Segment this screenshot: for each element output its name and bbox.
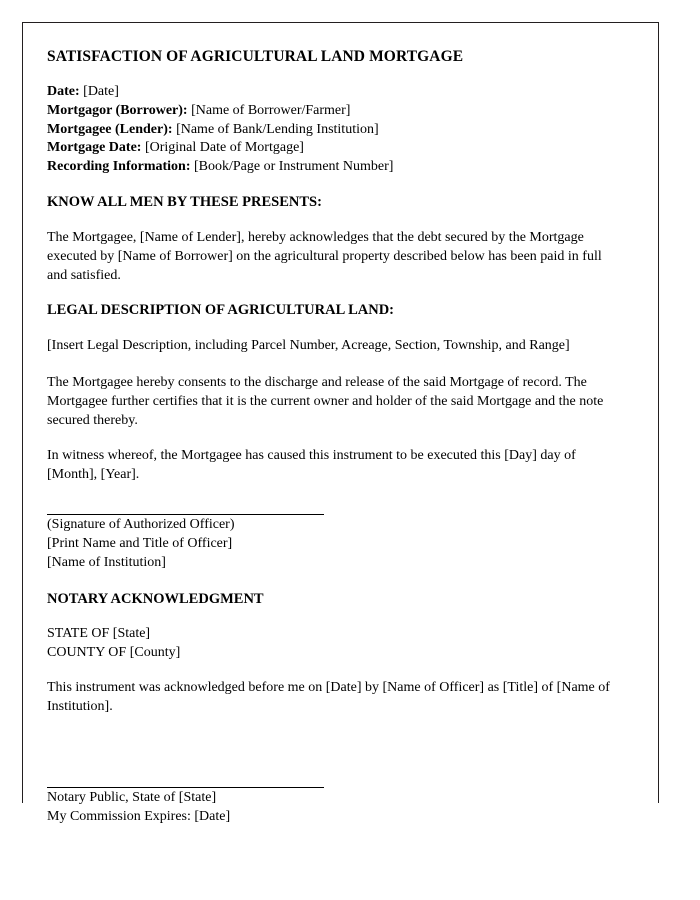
field-row-mortgage-date [47,139,624,158]
field-row-mortgagee [47,121,624,140]
notary-signature-rule [47,787,324,788]
paragraph-consent: The Mortgagee hereby consents to the discharge and release of the said Mortgage of record. The Mortgagee further certifies that it is the current owner and holder of the said Mortgage and the note secured thereby. [47,375,604,429]
field-row-mortgagor [47,102,624,121]
field-value-date: [Date] [83,84,119,100]
officer-signature-caption: (Signature of Authorized Officer) [47,517,235,533]
paragraph-presents: The Mortgagee, [Name of Lender], hereby acknowledges that the debt secured by the Mortgage executed by [Name of Borrower] on the agricultural property described below has been paid in full and satisfied. [47,230,602,284]
notary-county-line: COUNTY OF [County] [47,644,181,660]
field-value-mortgagor: [Name of Borrower/Farmer] [191,102,351,118]
field-value-recording-information: [Book/Page or Instrument Number] [194,158,394,174]
document-page [22,22,659,824]
notary-commission-line: My Commission Expires: [Date] [47,808,231,824]
field-label-mortgagor: Mortgagor (Borrower): [47,102,188,118]
field-label-mortgagee: Mortgagee (Lender): [47,121,173,137]
paragraph-witness: In witness whereof, the Mortgagee has caused this instrument to be executed this [Day] day of [Month], [Year]. [47,448,576,483]
heading-know-all-men: KNOW ALL MEN BY THESE PRESENTS: [47,194,322,211]
notary-signature-block [47,787,624,826]
notary-jurisdiction-block [47,625,624,662]
officer-signature-block [47,514,624,572]
officer-institution-line: [Name of Institution] [47,554,166,570]
field-label-mortgage-date: Mortgage Date: [47,140,142,156]
field-row-recording-information [47,158,624,177]
field-label-recording-information: Recording Information: [47,158,191,174]
notary-signature-spacer [47,732,624,787]
field-row-date [47,83,624,102]
heading-notary-acknowledgment: NOTARY ACKNOWLEDGMENT [47,591,264,608]
paragraph-legal-description: [Insert Legal Description, including Parcel Number, Acreage, Section, Township, and Range] [47,338,570,354]
field-value-mortgagee: [Name of Bank/Lending Institution] [176,121,379,137]
notary-state-line: STATE OF [State] [47,626,151,642]
notary-public-line: Notary Public, State of [State] [47,790,217,806]
document-body [23,23,658,827]
signature-spacer [47,500,624,514]
document-title: SATISFACTION OF AGRICULTURAL LAND MORTGAGE [47,48,464,65]
paragraph-notary-acknowledgment: This instrument was acknowledged before me on [Date] by [Name of Officer] as [Title] of [Name of Institution]. [47,680,610,715]
officer-signature-rule [47,514,324,515]
heading-legal-description: LEGAL DESCRIPTION OF AGRICULTURAL LAND: [47,302,394,319]
header-field-list [47,83,624,176]
field-value-mortgage-date: [Original Date of Mortgage] [144,140,304,156]
field-label-date: Date: [47,84,80,100]
officer-print-name-line: [Print Name and Title of Officer] [47,536,233,551]
